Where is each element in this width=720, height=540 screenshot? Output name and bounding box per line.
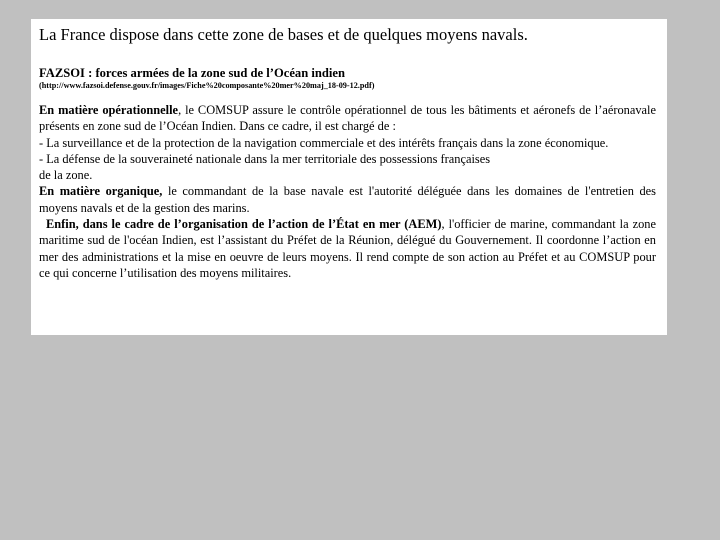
section-subtitle: FAZSOI : forces armées de la zone sud de l’Océan indien	[39, 66, 345, 80]
content-panel	[31, 19, 667, 335]
source-url: (http://www.fazsoi.defense.gouv.fr/images/Fiche%20composante%20mer%20maj_18-09-12.pdf)	[39, 81, 375, 90]
bullet-defense-line-2: de la zone.	[39, 168, 93, 183]
paragraph-operational-lead: En matière opérationnelle	[39, 103, 179, 117]
bullet-defense	[39, 151, 656, 184]
slide-heading: La France dispose dans cette zone de bases et de quelques moyens navals.	[39, 25, 528, 44]
paragraph-organic-text: le commandant de la base navale est l'autorité déléguée dans les domaines de l'entretien des moyens navals et de la gestion des marins.	[39, 184, 656, 215]
bullet-defense-line-1: - La défense de la souveraineté nationale dans la mer territoriale des possessions françaises	[39, 151, 491, 166]
paragraph-operational	[39, 102, 656, 135]
paragraph-aem-lead: Enfin, dans le cadre de l’organisation de l’action de l’État en mer (AEM)	[46, 217, 442, 232]
paragraph-aem	[39, 216, 656, 281]
paragraph-organic-lead: En matière organique,	[39, 184, 163, 199]
paragraph-operational-text: , le COMSUP assure le contrôle opérationnel de tous les bâtiments et aéronefs de l’aéronavale présents en zone sud de l’Océan Indien. Dans ce cadre, il est chargé de :	[39, 103, 656, 134]
bullet-surveillance: - La surveillance et de la protection de la navigation commerciale et des intérêts français dans la zone économique.	[39, 135, 609, 150]
paragraph-organic	[39, 183, 656, 216]
paragraph-aem-text: , l'officier de marine, commandant la zone maritime sud de l'océan Indien, est l’assistant du Préfet de la Réunion, délégué du Gouvernement. Il coordonne l’action en mer des administrations et la mise en oeuvre de leurs moyens. Il rend compte de son action au Préfet et au COMSUP pour ce qui concerne l’utilisation des moyens militaires.	[39, 217, 656, 280]
